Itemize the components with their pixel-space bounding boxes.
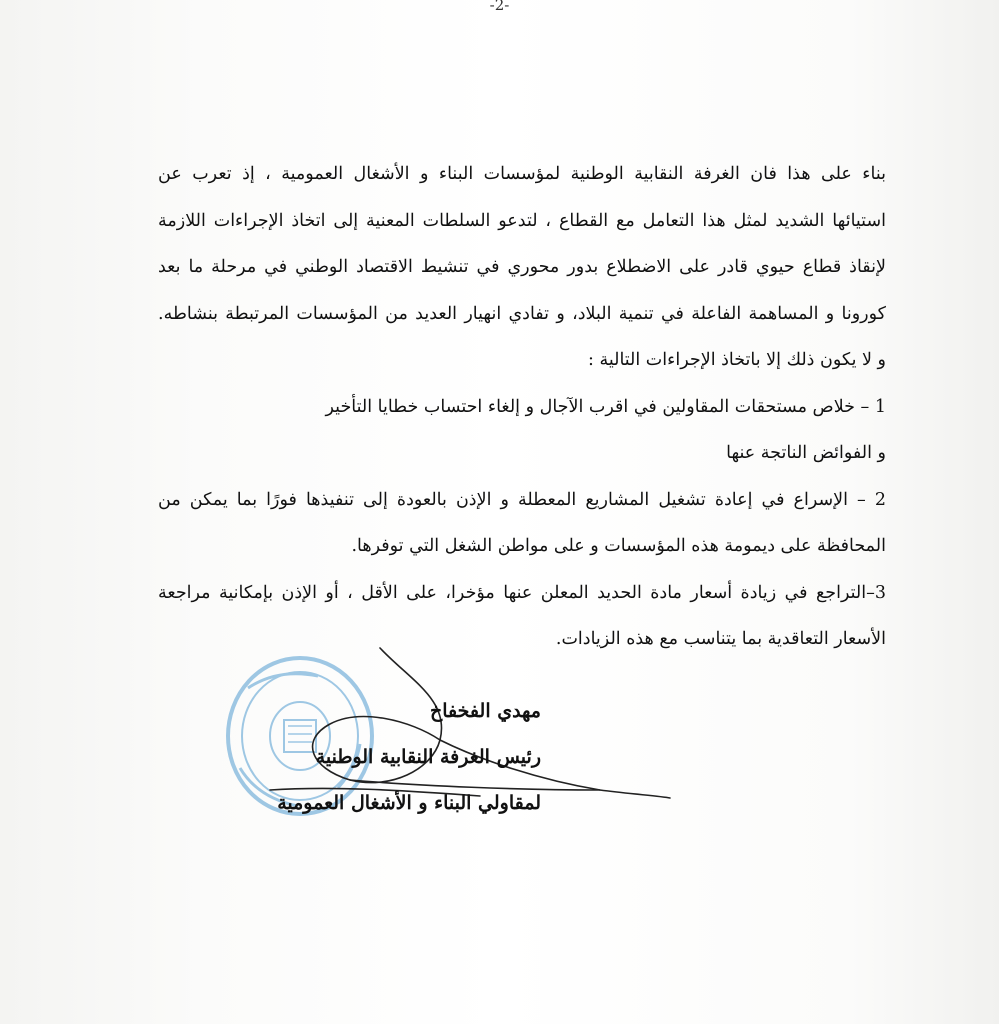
body-line: 1 – خلاص مستحقات المقاولين في اقرب الآجال و إلغاء احتساب خطايا التأخير (325, 396, 886, 417)
signature-block (277, 688, 541, 826)
body-line: لإنقاذ قطاع حيوي قادر على الاضطلاع بدور محوري في تنشيط الاقتصاد الوطني في مرحلة ما بعد (158, 257, 886, 277)
body-line: و لا يكون ذلك إلا باتخاذ الإجراءات التالية : (587, 350, 886, 370)
body-line: المحافظة على ديمومة هذه المؤسسات و على مواطن الشغل التي توفرها. (351, 536, 886, 556)
page-number: -2- (489, 0, 510, 14)
signatory-organization: لمقاولي البناء و الأشغال العمومية (277, 792, 541, 814)
signatory-title: رئيس الغرفة النقابية الوطنية (315, 746, 541, 768)
body-line: الأسعار التعاقدية بما يتناسب مع هذه الزيادات. (555, 629, 886, 649)
body-line: 3–التراجع في زيادة أسعار مادة الحديد المعلن عنها مؤخرا، على الأقل ، أو الإذن بإمكانية مراجعة (158, 582, 886, 603)
body-line: استيائها الشديد لمثل هذا التعامل مع القطاع ، لتدعو السلطات المعنية إلى اتخاذ الإجراءات اللازمة (158, 210, 886, 231)
body-line: بناء على هذا فان الغرفة النقابية الوطنية لمؤسسات البناء و الأشغال العمومية ، إذ تعرب عن (158, 164, 886, 184)
body-line: و الفوائض الناتجة عنها (726, 443, 886, 463)
signatory-name: مهدي الفخفاخ (429, 700, 541, 722)
body-line: كورونا و المساهمة الفاعلة في تنمية البلاد، و تفادي انهيار العديد من المؤسسات المرتبطة بنشاطه. (158, 303, 886, 324)
letter-body (158, 151, 886, 663)
body-line: 2 – الإسراع في إعادة تشغيل المشاريع المعطلة و الإذن بالعودة إلى تنفيذها فورًا بما يمكن من (158, 489, 886, 510)
